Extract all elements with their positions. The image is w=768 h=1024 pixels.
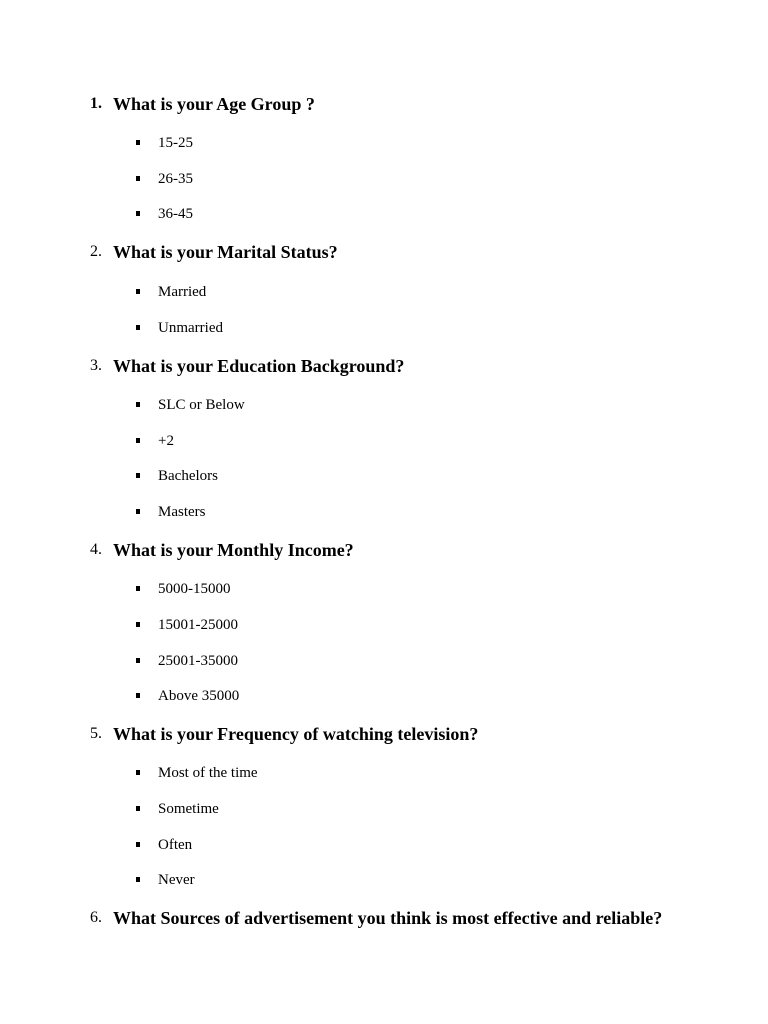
question-text: What is your Age Group ? [113,94,315,114]
question-text: What Sources of advertisement you think is most effective and reliable? [113,908,663,928]
option-label: Often [158,837,193,853]
question-number: 1. [90,95,102,112]
option-label: Sometime [158,801,219,817]
option-item [136,204,636,224]
option-label: +2 [158,433,174,449]
square-bullet-icon [136,622,140,627]
square-bullet-icon [136,176,140,181]
question-2 [90,240,750,264]
question-number: 4. [90,541,102,558]
option-item [136,870,636,890]
question-6 [90,906,750,930]
option-label: Married [158,284,207,300]
question-5 [90,722,750,746]
option-label: SLC or Below [158,397,245,413]
square-bullet-icon [136,289,140,294]
question-number: 5. [90,725,102,742]
square-bullet-icon [136,877,140,882]
option-label: Above 35000 [158,688,240,704]
question-1 [90,92,750,116]
square-bullet-icon [136,842,140,847]
square-bullet-icon [136,325,140,330]
question-text: What is your Education Background? [113,356,405,376]
option-item [136,615,636,635]
option-item [136,835,636,855]
question-text: What is your Monthly Income? [113,540,354,560]
question-text: What is your Frequency of watching television? [113,724,479,744]
square-bullet-icon [136,402,140,407]
square-bullet-icon [136,586,140,591]
option-item [136,431,636,451]
question-4 [90,538,750,562]
option-label: 36-45 [158,206,193,222]
question-text: What is your Marital Status? [113,242,338,262]
option-item [136,686,636,706]
question-number: 6. [90,909,102,926]
square-bullet-icon [136,438,140,443]
option-item [136,799,636,819]
option-label: 15001-25000 [158,617,238,633]
option-label: Never [158,872,195,888]
question-number: 3. [90,357,102,374]
option-item [136,763,636,783]
square-bullet-icon [136,211,140,216]
option-item [136,466,636,486]
square-bullet-icon [136,140,140,145]
option-item [136,651,636,671]
option-label: Masters [158,504,206,520]
option-item [136,133,636,153]
square-bullet-icon [136,509,140,514]
square-bullet-icon [136,658,140,663]
question-3 [90,354,750,378]
option-label: Most of the time [158,765,258,781]
option-item [136,169,636,189]
option-item [136,502,636,522]
option-label: 15-25 [158,135,193,151]
option-item [136,395,636,415]
option-item [136,579,636,599]
square-bullet-icon [136,770,140,775]
option-item [136,282,636,302]
option-label: Bachelors [158,468,218,484]
square-bullet-icon [136,806,140,811]
square-bullet-icon [136,693,140,698]
square-bullet-icon [136,473,140,478]
option-label: 5000-15000 [158,581,231,597]
question-number: 2. [90,243,102,260]
option-item [136,318,636,338]
option-label: 25001-35000 [158,653,238,669]
option-label: 26-35 [158,171,193,187]
option-label: Unmarried [158,320,223,336]
